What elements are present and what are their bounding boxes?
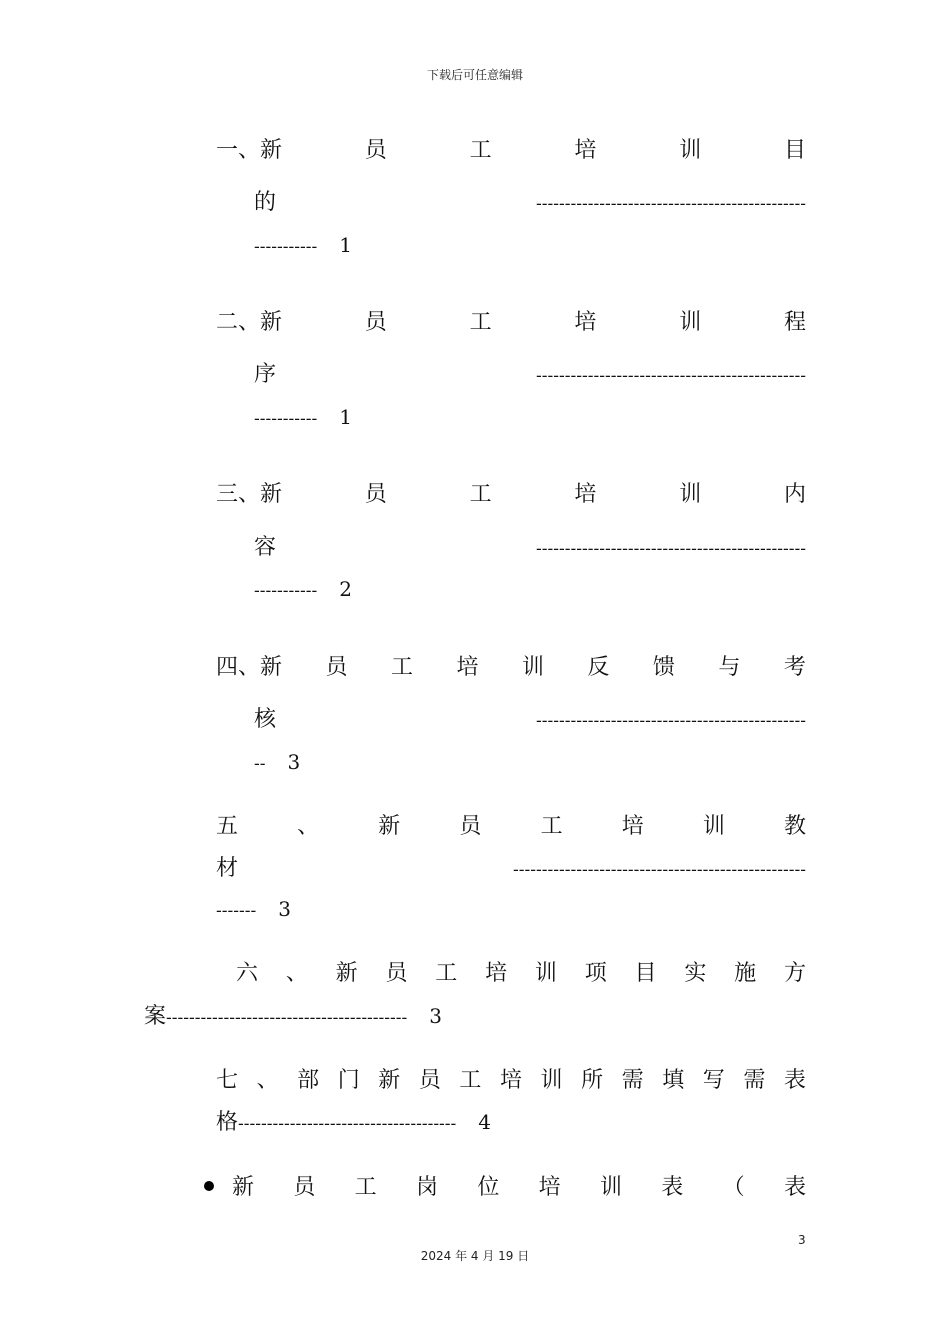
- toc-char: 考: [783, 655, 806, 680]
- page-header: 下载后可任意编辑: [426, 68, 523, 82]
- toc-char: 馈: [652, 655, 675, 680]
- toc-entry-2-leader: [254, 362, 806, 389]
- toc-char: 工: [459, 1068, 482, 1093]
- toc-entry-3-leader: [254, 535, 806, 562]
- toc-char: 训: [679, 138, 702, 163]
- bullet-char: 培: [538, 1175, 561, 1200]
- toc-entry-4-title[interactable]: [216, 655, 806, 681]
- toc-leader-dashes: ------------------------------------------: [166, 1008, 408, 1028]
- toc-char: 方: [783, 961, 806, 986]
- toc-char: 教: [783, 814, 806, 839]
- toc-char: 六: [236, 961, 259, 986]
- bullet-char: 表: [661, 1175, 684, 1200]
- toc-char: 培: [574, 310, 597, 335]
- toc-entry-3-title[interactable]: [216, 482, 806, 508]
- toc-char: 部: [297, 1068, 320, 1093]
- toc-entry-7-leader: [216, 1109, 491, 1137]
- toc-char: 三、新: [216, 482, 283, 507]
- toc-leader-dashes: -----------------------------------------------: [536, 711, 806, 731]
- toc-char: 内: [783, 482, 806, 507]
- toc-entry-1-leader: [254, 190, 806, 217]
- toc-char: 培: [499, 1068, 522, 1093]
- toc-char: 工: [540, 814, 563, 839]
- toc-leader-dashes: --------------------------------------: [238, 1114, 457, 1134]
- toc-char: 训: [534, 961, 557, 986]
- toc-char: 工: [469, 482, 492, 507]
- bullet-char: 新: [232, 1175, 255, 1200]
- toc-char: 员: [364, 138, 387, 163]
- toc-char: 二、新: [216, 310, 283, 335]
- toc-char: 员: [418, 1068, 441, 1093]
- toc-char: 培: [574, 482, 597, 507]
- toc-leader-dashes: -------: [216, 901, 257, 921]
- toc-char: 目: [634, 961, 657, 986]
- bullet-item-text: [232, 1175, 806, 1201]
- toc-char: 工: [469, 310, 492, 335]
- bullet-icon: [204, 1181, 214, 1191]
- toc-char: 反: [587, 655, 610, 680]
- toc-leader-dashes: -----------------------------------------------: [536, 366, 806, 386]
- bullet-char: 岗: [415, 1175, 438, 1200]
- bullet-char: 位: [477, 1175, 500, 1200]
- bullet-char: 工: [354, 1175, 377, 1200]
- toc-char: 训: [521, 655, 544, 680]
- toc-char: 训: [540, 1068, 563, 1093]
- toc-leader-dashes: -----------: [254, 409, 318, 429]
- toc-char: 五: [216, 814, 239, 839]
- toc-char: 员: [459, 814, 482, 839]
- toc-char: 新: [378, 814, 401, 839]
- toc-leader-dashes: -----------------------------------------------: [536, 539, 806, 559]
- toc-char: 与: [718, 655, 741, 680]
- toc-entry-3-page: [254, 576, 352, 604]
- toc-entry-5-title[interactable]: [216, 814, 806, 840]
- toc-char: 写: [702, 1068, 725, 1093]
- toc-entry-6-leader: [144, 1003, 442, 1031]
- toc-page-number: 3: [278, 897, 291, 921]
- toc-page-number: 1: [339, 233, 352, 257]
- toc-char: 需: [621, 1068, 644, 1093]
- toc-leader-dashes: ---------------------------------------------------: [513, 860, 806, 880]
- bullet-char: 训: [599, 1175, 622, 1200]
- toc-page-number: 1: [339, 405, 352, 429]
- toc-char: 训: [679, 482, 702, 507]
- toc-char: 七: [216, 1068, 239, 1093]
- toc-char: 工: [390, 655, 413, 680]
- toc-char: 培: [456, 655, 479, 680]
- toc-char: 新: [335, 961, 358, 986]
- toc-page-number: 4: [478, 1110, 492, 1134]
- toc-char: 目: [783, 138, 806, 163]
- toc-char: 四、新: [216, 655, 283, 680]
- toc-char: 门: [337, 1068, 360, 1093]
- toc-entry-4-page: [254, 749, 300, 777]
- toc-entry-1-title[interactable]: [216, 138, 806, 164]
- toc-entry-1-page: [254, 232, 352, 260]
- toc-char: 训: [679, 310, 702, 335]
- toc-char: 培: [485, 961, 508, 986]
- toc-char: 实: [684, 961, 707, 986]
- toc-entry-2-page: [254, 404, 352, 432]
- toc-char: 需: [743, 1068, 766, 1093]
- toc-entry-5-page: [216, 896, 291, 924]
- toc-leader-dashes: -----------: [254, 237, 318, 257]
- footer-date: 2024 年 4 月 19 日: [420, 1249, 530, 1263]
- toc-char: 序: [254, 362, 277, 387]
- toc-char: 容: [254, 535, 277, 560]
- toc-char: 员: [325, 655, 348, 680]
- toc-char: 工: [435, 961, 458, 986]
- toc-entry-2-title[interactable]: [216, 310, 806, 336]
- toc-char: 员: [364, 310, 387, 335]
- toc-char: 新: [378, 1068, 401, 1093]
- toc-char: 项: [584, 961, 607, 986]
- toc-char: 员: [385, 961, 408, 986]
- toc-char: 一、新: [216, 138, 283, 163]
- toc-entry-7-title[interactable]: [216, 1068, 806, 1094]
- toc-leader-dashes: -----------: [254, 581, 318, 601]
- toc-char: 训: [702, 814, 725, 839]
- toc-page-number: 3: [429, 1004, 443, 1028]
- toc-char: 程: [783, 310, 806, 335]
- bullet-char: 员: [293, 1175, 316, 1200]
- toc-char: 材: [216, 856, 239, 881]
- toc-char: 核: [254, 707, 277, 732]
- toc-char: 、: [256, 1068, 279, 1093]
- toc-char: 、: [297, 814, 320, 839]
- toc-char: 工: [469, 138, 492, 163]
- toc-leader-dashes: -----------------------------------------------: [536, 194, 806, 214]
- bullet-char: 表: [783, 1175, 806, 1200]
- toc-char: 格: [216, 1110, 239, 1135]
- toc-entry-4-leader: [254, 707, 806, 734]
- toc-page-number: 3: [287, 750, 301, 774]
- toc-leader-dashes: --: [254, 754, 266, 774]
- toc-page-number: 2: [339, 577, 352, 601]
- toc-char: 所: [581, 1068, 604, 1093]
- toc-char: 员: [364, 482, 387, 507]
- page-number: 3: [798, 1233, 806, 1247]
- toc-entry-6-title[interactable]: [236, 961, 806, 987]
- toc-char: 案: [144, 1004, 167, 1029]
- toc-char: 、: [285, 961, 308, 986]
- toc-char: 表: [783, 1068, 806, 1093]
- toc-char: 施: [734, 961, 757, 986]
- toc-char: 的: [254, 190, 277, 215]
- toc-char: 培: [574, 138, 597, 163]
- bullet-list-item: [204, 1175, 806, 1201]
- bullet-char: （: [722, 1175, 745, 1200]
- toc-entry-5-leader: [216, 856, 806, 883]
- toc-char: 填: [662, 1068, 685, 1093]
- toc-char: 培: [621, 814, 644, 839]
